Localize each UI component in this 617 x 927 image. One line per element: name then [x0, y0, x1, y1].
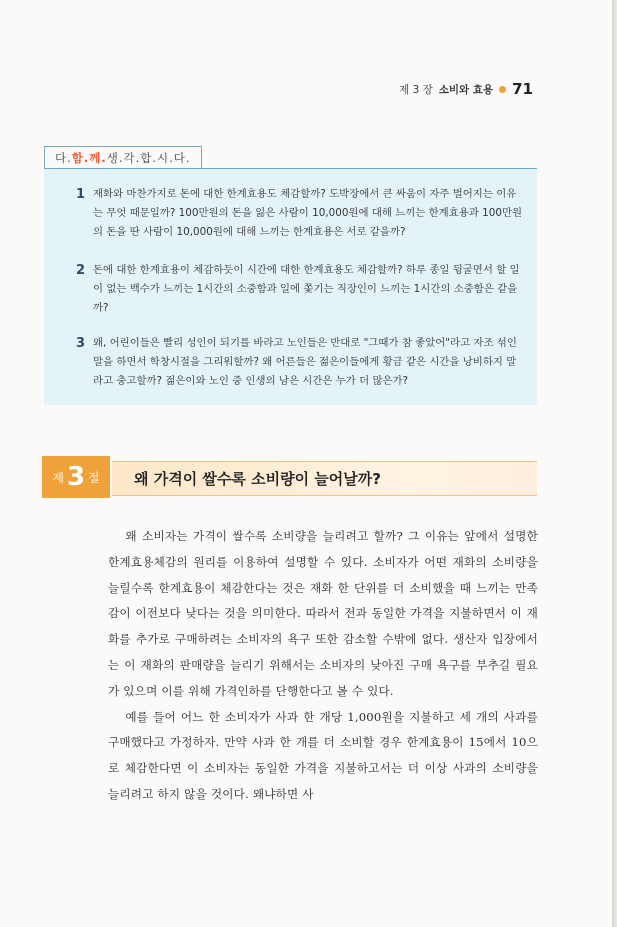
- section-suffix: 절: [88, 470, 100, 485]
- question-number: 2: [76, 263, 86, 278]
- tab-part: 생.각.합.시.다.: [106, 151, 191, 165]
- tab-part-accent: 함.: [71, 151, 90, 165]
- section-prefix: 제: [52, 470, 64, 485]
- chapter-label: 제 3 장: [399, 83, 433, 96]
- question-text: 돈에 대한 한계효용이 체감하듯이 시간에 대한 한계효용도 체감할까? 하루 종일 뒹굴면서 할 일이 없는 백수가 느끼는 1시간의 소중함과 일에 쫓기는 직장인이 느끼는 1시간의 소중함은 같을까?: [93, 264, 520, 314]
- tab-part: 다.: [55, 151, 72, 165]
- question-item: [76, 261, 524, 318]
- question-text: 재화와 마찬가지로 돈에 대한 한계효용도 체감할까? 도박장에서 큰 싸움이 자주 벌어지는 이유는 무엇 때문일까? 100만원의 돈을 잃은 사람이 10,000원에 대해 느끼는 한계효용과 100만원의 돈을 딴 사람이 10,000원에 대해 느끼는 한계효용은 서로 같을까?: [93, 188, 523, 238]
- question-item: [76, 185, 524, 242]
- tab-part-accent: 께.: [89, 151, 107, 165]
- question-number: 1: [76, 187, 86, 202]
- question-number: 3: [76, 336, 86, 351]
- body-text: [108, 524, 538, 808]
- section-title: 왜 가격이 쌀수록 소비량이 늘어날까?: [134, 470, 381, 488]
- page-number: 71: [512, 80, 533, 98]
- running-header: [399, 80, 533, 98]
- question-text: 왜, 어린이들은 빨리 성인이 되기를 바라고 노인들은 반대로 "그때가 참 좋았어"라고 자조 섞인 말을 하면서 학창시절을 그리워할까? 왜 어른들은 젊은이들에게 황금 같은 시간을 낭비하지 말라고 충고할까? 젊은이와 노인 중 인생의 남은 시간은 누가 더 많은가?: [93, 337, 517, 387]
- discussion-questions-box: [44, 168, 537, 405]
- section-number: 3: [66, 462, 86, 492]
- chapter-title: 소비와 효용: [438, 83, 494, 96]
- section-number-badge: [42, 456, 110, 498]
- section-title-bar: [112, 461, 537, 496]
- question-item: [76, 334, 524, 391]
- body-paragraph: 예를 들어 어느 한 소비자가 사과 한 개당 1,000원을 지불하고 세 개의 사과를 구매했다고 가정하자. 만약 사과 한 개를 더 소비할 경우 한계효용이 15에서 10으로 체감한다면 이 소비자는 동일한 가격을 지불하고서는 더 이상 사과의 소비량을 늘리려고 하지 않을 것이다. 왜냐하면 사: [108, 709, 538, 801]
- bullet-dot-icon: [499, 86, 506, 93]
- think-together-tab: [44, 146, 202, 169]
- body-paragraph: 왜 소비자는 가격이 쌀수록 소비량을 늘리려고 할까? 그 이유는 앞에서 설명한 한계효용체감의 원리를 이용하여 설명할 수 있다. 소비자가 어떤 재화의 소비량을 늘릴수록 한계효용이 체감한다는 것은 재화 한 단위를 더 소비했을 때 느끼는 만족감이 이전보다 낮다는 것을 의미한다. 따라서 전과 동일한 가격을 지불하면서 이 재화를 추가로 구매하려는 소비자의 욕구 또한 감소할 수밖에 없다. 생산자 입장에서는 이 재화의 판매량을 늘리기 위해서는 소비자의 낮아진 구매 욕구를 부추길 필요가 있으며 이를 위해 가격인하를 단행한다고 볼 수 있다.: [108, 529, 538, 698]
